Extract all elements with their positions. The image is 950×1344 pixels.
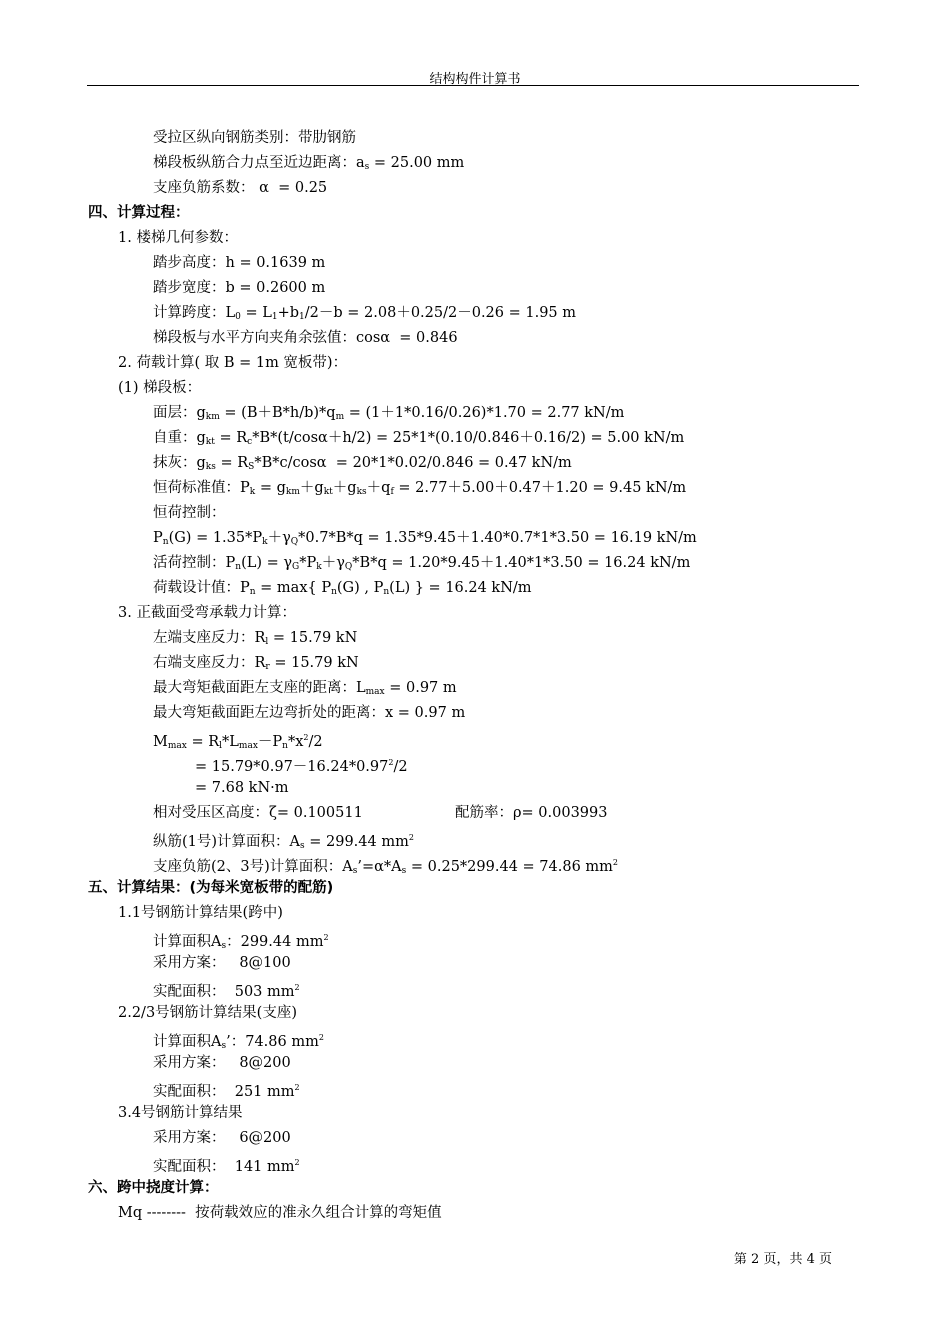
mq-line: Mq -------- 按荷载效应的准永久组合计算的弯矩值 (118, 1205, 442, 1221)
slab-title: (1) 梯段板： (118, 380, 202, 396)
load-title: 2. 荷载计算( 取 B = 1m 宽板带)： (118, 355, 348, 371)
section5-title: 五、计算结果：(为每米宽板带的配筋) (88, 880, 334, 896)
page-number: 第 2 页，共 4 页 (733, 1252, 832, 1267)
png-line: $P_n(G) = 1.35*P_k+\gamma_Q*0.7*B*q = 1.35*9.45+1.40*0.7*1*3.50 = 16.19$ kN/m (153, 530, 697, 547)
bend-title: 3. 正截面受弯承载力计算： (118, 605, 296, 621)
result1-real: 实配面积： 503 $mm^2$ (153, 983, 300, 1000)
calc-span: 计算跨度：$L_0 = L_1+b_1/2-b = 2.08+0.25/2-0.26 = 1.95$ m (153, 305, 577, 322)
result2-area: 计算面积$A_s$’：74.86 $mm^2$ (153, 1033, 324, 1051)
header-rule (87, 85, 859, 86)
result1-plan: 采用方案： 8@100 (153, 955, 291, 971)
pnl-line: 活荷控制：$P_n(L) = \gamma_G*P_k+\gamma_Q*B*q = 1.20*9.45+1.40*1*3.50 = 16.24$ kN/m (153, 555, 691, 572)
result2-plan: 采用方案： 8@200 (153, 1055, 291, 1071)
as2-line: 支座负筋(2、3号)计算面积：$A_s’=\alpha*A_s = 0.25*299.44 = 74.86$ $mm^2$ (153, 858, 618, 876)
step-width: 踏步宽度：b = 0.2600 m (153, 280, 326, 296)
alpha-coef: 支座负筋系数： α = 0.25 (153, 180, 328, 196)
step-height: 踏步高度：h = 0.1639 m (153, 255, 326, 271)
rebar-type: 受拉区纵向钢筋类别：带肋钢筋 (153, 130, 356, 146)
pn-line: 荷载设计值：$P_n = \max${ $P_n(G)$ , $P_n(L)$ } = 16.24 kN/m (153, 580, 532, 597)
section4-title: 四、计算过程： (88, 205, 190, 221)
rl-line: 左端支座反力：$R_l = 15.79$ kN (153, 630, 358, 647)
result2-real: 实配面积： 251 $mm^2$ (153, 1083, 300, 1100)
cos-alpha: 梯段板与水平方向夹角余弦值：cosα = 0.846 (153, 330, 458, 346)
pk-line: 恒荷标准值：$P_k = g_{km}+g_{kt}+g_{ks}+q_f = 2.77+5.00+0.47+1.20 = 9.45$ kN/m (153, 480, 687, 497)
rr-line: 右端支座反力：$R_r = 15.79$ kN (153, 655, 359, 672)
mmax-line2: = $15.79*0.97-16.24*0.97^2/2$ (195, 758, 408, 775)
result3-title: 3.4号钢筋计算结果 (118, 1105, 243, 1121)
section6-title: 六、跨中挠度计算： (88, 1180, 219, 1196)
as-distance: 梯段板纵筋合力点至近边距离：$a_s = 25.00$ mm (153, 155, 465, 172)
geo-title: 1. 楼梯几何参数： (118, 230, 238, 246)
result3-real: 实配面积： 141 $mm^2$ (153, 1158, 300, 1175)
mmax-line1: $M_{max} = R_l*L_{max}-P_n*x^2/2$ (153, 733, 323, 751)
as1-line: 纵筋(1号)计算面积：$A_s = 299.44$ $mm^2$ (153, 833, 414, 851)
result1-area: 计算面积$A_s$：299.44 $mm^2$ (153, 933, 329, 951)
zeta-line: 相对受压区高度：ζ= 0.100511 (153, 805, 363, 821)
gkm-line: 面层：$g_{km} = (B+B*h/b)*q_m = (1+1*0.16/0.26)*1.70 = 2.77$ kN/m (153, 405, 625, 422)
x-line: 最大弯矩截面距左边弯折处的距离：x = 0.97 m (153, 705, 466, 721)
gkt-line: 自重：$g_{kt} = R_c*B*(t/\cos\alpha+h/2) = 25*1*(0.10/0.846+0.16/2) = 5.00$ kN/m (153, 430, 685, 447)
dead-control-title: 恒荷控制： (153, 505, 226, 521)
rho-line: 配筋率：ρ= 0.003993 (455, 805, 608, 821)
lmax-line: 最大弯矩截面距左支座的距离：$L_{max} = 0.97$ m (153, 680, 457, 697)
result2-title: 2.2/3号钢筋计算结果(支座) (118, 1005, 297, 1021)
header-title: 结构构件计算书 (429, 72, 521, 87)
gks-line: 抹灰：$g_{ks} = R_S*B*c/\cos\alpha = 20*1*0.02/0.846 = 0.47$ kN/m (153, 455, 572, 472)
mmax-line3: = 7.68 kN·m (195, 780, 289, 796)
result3-plan: 采用方案： 6@200 (153, 1130, 291, 1146)
result1-title: 1.1号钢筋计算结果(跨中) (118, 905, 283, 921)
